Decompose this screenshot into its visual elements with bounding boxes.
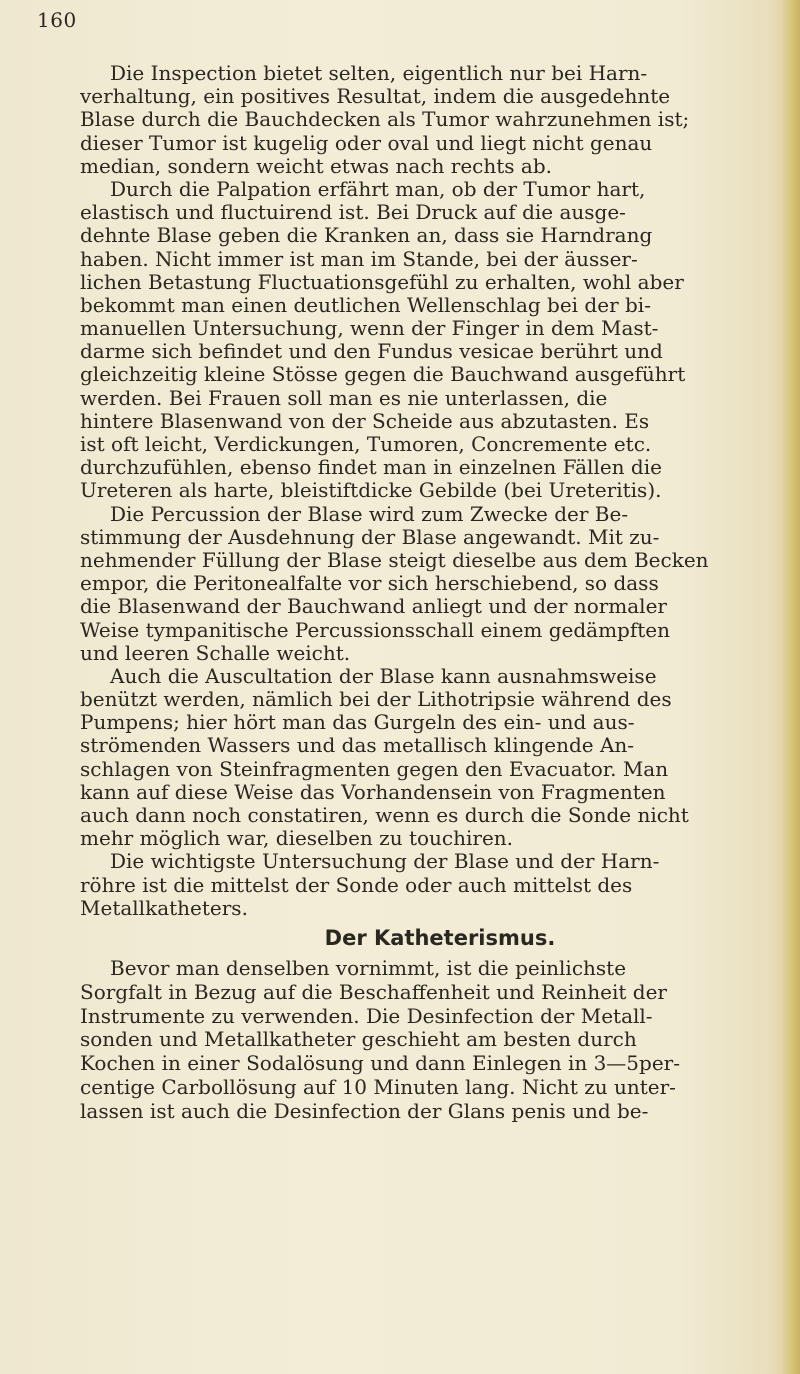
text-line: Die wichtigste Untersuchung der Blase und der Harn- <box>110 849 660 874</box>
text-line: hintere Blasenwand von der Scheide aus abzutasten. Es <box>80 408 650 433</box>
text-line: Pumpens; hier hört man das Gurgeln des ein- und aus- <box>80 710 635 735</box>
text-line: sonden und Metallkatheter geschieht am besten durch <box>80 1027 637 1052</box>
text-line: Kochen in einer Sodalösung und dann Einlegen in 3—5per- <box>80 1051 680 1076</box>
text-line: werden. Bei Frauen soll man es nie unterlassen, die <box>80 385 608 410</box>
text-line: Bevor man denselben vornimmt, ist die peinlichste <box>110 955 627 980</box>
paragraph <box>80 665 780 851</box>
text-line: benützt werden, nämlich bei der Lithotripsie während des <box>80 687 672 712</box>
text-line: elastisch und fluctuirend ist. Bei Druck auf die ausge- <box>80 200 626 225</box>
text-line: durchzufühlen, ebenso findet man in einzelnen Fällen die <box>80 455 662 480</box>
text-line: Metallkatheters. <box>80 895 248 920</box>
text-line: Die Percussion der Blase wird zum Zwecke der Be- <box>110 501 629 526</box>
text-line: bekommt man einen deutlichen Wellenschlag bei der bi- <box>80 292 651 317</box>
text-line: kann auf diese Weise das Vorhandensein von Fragmenten <box>80 779 666 804</box>
text-line: darme sich befindet und den Fundus vesicae berührt und <box>80 339 663 364</box>
text-line: Instrumente zu verwenden. Die Desinfection der Metall- <box>80 1003 653 1028</box>
text-line: nehmender Füllung der Blase steigt dieselbe aus dem Becken <box>80 547 709 572</box>
text-line: median, sondern weicht etwas nach rechts ab. <box>80 153 552 178</box>
text-line: Weise tympanitische Percussionsschall einem gedämpften <box>80 617 671 642</box>
text-line: die Blasenwand der Bauchwand anliegt und der normaler <box>80 594 667 619</box>
text-line: Die Inspection bietet selten, eigentlich nur bei Harn- <box>110 61 648 85</box>
paragraph-list <box>80 62 780 920</box>
text-line: dehnte Blase geben die Kranken an, dass sie Harndrang <box>80 223 653 248</box>
paragraph <box>80 62 780 178</box>
text-line: lassen ist auch die Desinfection der Glans penis und be- <box>80 1098 649 1123</box>
text-line: Blase durch die Bauchdecken als Tumor wahrzunehmen ist; <box>80 107 690 132</box>
text-line: strömenden Wassers und das metallisch klingende An- <box>80 733 635 758</box>
text-line: gleichzeitig kleine Stösse gegen die Bauchwand ausgeführt <box>80 362 686 387</box>
text-line: und leeren Schalle weicht. <box>80 640 351 665</box>
text-line: Sorgfalt in Bezug auf die Beschaffenheit und Reinheit der <box>80 979 667 1004</box>
section-paragraph <box>80 957 780 1124</box>
paragraph <box>80 178 780 503</box>
text-line: schlagen von Steinfragmenten gegen den Evacuator. Man <box>80 756 669 781</box>
text-line: Ureteren als harte, bleistiftdicke Gebilde (bei Ureteritis). <box>80 478 662 503</box>
text-line: haben. Nicht immer ist man im Stande, bei der äusser- <box>80 246 638 271</box>
body-text <box>80 62 780 1124</box>
text-line: Durch die Palpation erfährt man, ob der Tumor hart, <box>110 176 646 201</box>
text-line: verhaltung, ein positives Resultat, indem die ausgedehnte <box>80 84 671 109</box>
page-number: 160 <box>37 8 77 32</box>
text-line: empor, die Peritonealfalte vor sich herschiebend, so dass <box>80 571 659 596</box>
text-line: lichen Betastung Fluctuationsgefühl zu erhalten, wohl aber <box>80 269 684 294</box>
text-line: Auch die Auscultation der Blase kann ausnahmsweise <box>110 663 657 688</box>
section-heading: Der Katheterismus. <box>324 925 556 950</box>
paragraph <box>80 850 780 920</box>
text-line: ist oft leicht, Verdickungen, Tumoren, Concremente etc. <box>80 432 652 456</box>
text-line: mehr möglich war, dieselben zu touchiren. <box>80 826 514 851</box>
text-line: manuellen Untersuchung, wenn der Finger in dem Mast- <box>80 316 659 341</box>
text-line: stimmung der Ausdehnung der Blase angewandt. Mit zu- <box>80 524 660 549</box>
text-line: röhre ist die mittelst der Sonde oder auch mittelst des <box>80 872 633 897</box>
text-line: auch dann noch constatiren, wenn es durch die Sonde nicht <box>80 803 689 827</box>
page-edge <box>782 0 800 1374</box>
paragraph <box>80 503 780 665</box>
text-line: dieser Tumor ist kugelig oder oval und liegt nicht genau <box>80 130 653 155</box>
text-line: centige Carbollösung auf 10 Minuten lang. Nicht zu unter- <box>80 1074 676 1099</box>
